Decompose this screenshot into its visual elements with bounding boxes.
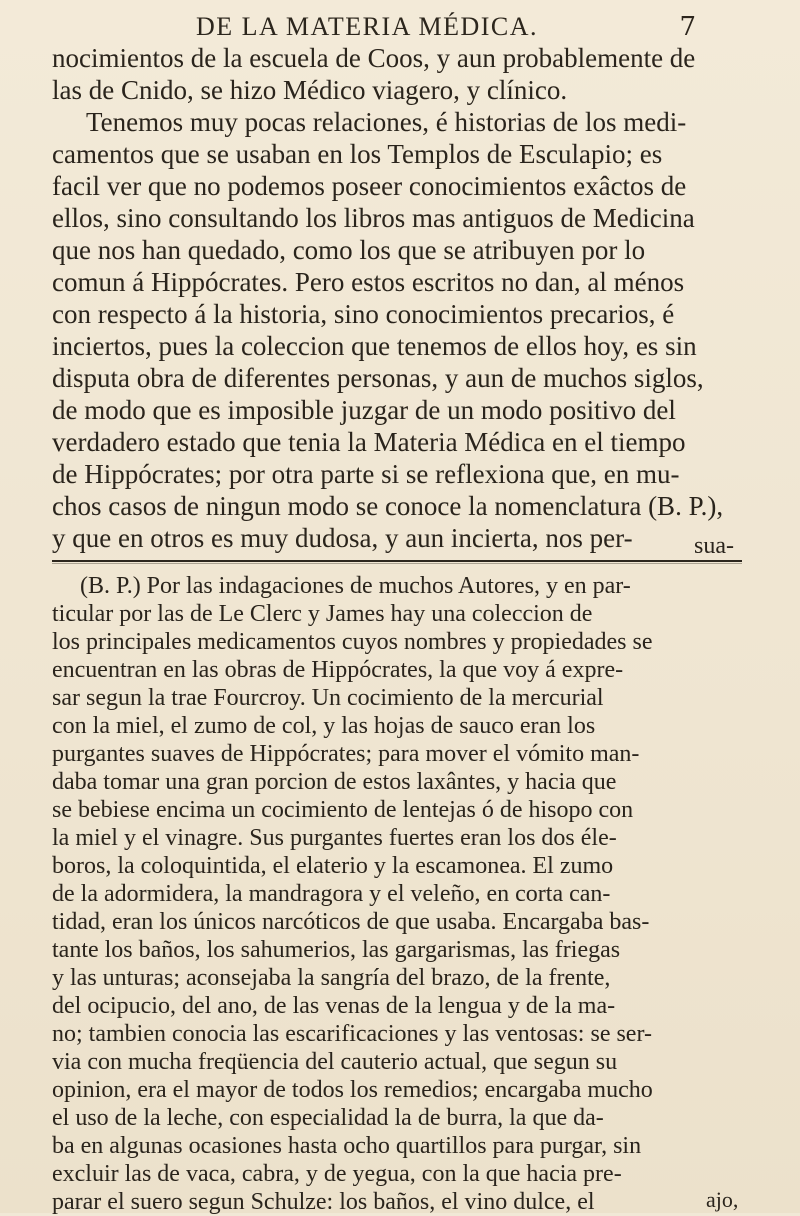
footnote-line: (B. P.) Por las indagaciones de muchos Autores, y en par- xyxy=(80,573,631,599)
body-line: de Hippócrates; por otra parte si se reflexiona que, en mu- xyxy=(52,459,680,489)
page-number: 7 xyxy=(679,12,696,42)
body-line: facil ver que no podemos poseer conocimientos exâctos de xyxy=(52,171,687,201)
footnote-line: opinion, era el mayor de todos los remedios; encargaba mucho xyxy=(52,1077,653,1103)
footnote-line: los principales medicamentos cuyos nombres y propiedades se xyxy=(52,629,653,655)
footnote-line: excluir las de vaca, cabra, y de yegua, con la que hacia pre- xyxy=(52,1161,622,1187)
footnote-line: con la miel, el zumo de col, y las hojas de sauco eran los xyxy=(52,713,596,739)
footnote-line: boros, la coloquintida, el elaterio y la escamonea. El zumo xyxy=(52,853,614,879)
footnote-rule xyxy=(52,560,742,562)
body-line: ellos, sino consultando los libros mas antiguos de Medicina xyxy=(52,203,695,233)
body-line: inciertos, pues la coleccion que tenemos de ellos hoy, es sin xyxy=(52,331,697,361)
body-line: que nos han quedado, como los que se atribuyen por lo xyxy=(52,235,646,265)
body-line: comun á Hippócrates. Pero estos escritos no dan, al ménos xyxy=(52,267,685,297)
footnote-line: la miel y el vinagre. Sus purgantes fuertes eran los dos éle- xyxy=(52,825,617,851)
footnote-line: daba tomar una gran porcion de estos laxântes, y hacia que xyxy=(52,769,617,795)
footnote-line: del ocipucio, del ano, de las venas de la lengua y de la ma- xyxy=(52,993,616,1019)
running-title: DE LA MATERIA MÉDICA. xyxy=(196,12,539,41)
footnote-line: se bebiese encima un cocimiento de lentejas ó de hisopo con xyxy=(52,797,634,823)
footnote-line: encuentran en las obras de Hippócrates, la que voy á expre- xyxy=(52,657,624,683)
footnote-line: el uso de la leche, con especialidad la de burra, la que da- xyxy=(52,1105,604,1131)
body-line: Tenemos muy pocas relaciones, é historias de los medi- xyxy=(86,107,687,137)
footnote-line: tidad, eran los únicos narcóticos de que usaba. Encargaba bas- xyxy=(52,909,650,935)
body-line: nocimientos de la escuela de Coos, y aun probablemente de xyxy=(52,43,696,73)
body-line: las de Cnido, se hizo Médico viagero, y clínico. xyxy=(52,75,568,105)
body-line: con respecto á la historia, sino conocimientos precarios, é xyxy=(52,299,675,329)
footnote-line: purgantes suaves de Hippócrates; para mover el vómito man- xyxy=(52,741,640,767)
footnote-line: parar el suero segun Schulze: los baños, el vino dulce, el xyxy=(52,1189,595,1215)
body-line: y que en otros es muy dudosa, y aun incierta, nos per- xyxy=(52,523,633,553)
footnote-line: sar segun la trae Fourcroy. Un cocimiento de la mercurial xyxy=(52,685,604,711)
running-head xyxy=(0,12,800,42)
catchword: sua- xyxy=(694,533,734,559)
footnote-line: ticular por las de Le Clerc y James hay una coleccion de xyxy=(52,601,593,627)
footnote-line: y las unturas; aconsejaba la sangría del brazo, de la frente, xyxy=(52,965,611,991)
body-line: de modo que es imposible juzgar de un modo positivo del xyxy=(52,395,676,425)
footnote-line: ba en algunas ocasiones hasta ocho quartillos para purgar, sin xyxy=(52,1133,642,1159)
catchword: ajo, xyxy=(706,1187,739,1212)
footnote-line: de la adormidera, la mandragora y el veleño, en corta can- xyxy=(52,881,611,907)
footnote-line: tante los baños, los sahumerios, las gargarismas, las friegas xyxy=(52,937,621,963)
footnote-line: via con mucha freqüencia del cauterio actual, que segun su xyxy=(52,1049,618,1075)
footnote-line: no; tambien conocia las escarificaciones y las ventosas: se ser- xyxy=(52,1021,652,1047)
body-line: verdadero estado que tenia la Materia Médica en el tiempo xyxy=(52,427,686,457)
body-line: camentos que se usaban en los Templos de Esculapio; es xyxy=(52,139,663,169)
body-line: disputa obra de diferentes personas, y aun de muchos siglos, xyxy=(52,363,704,393)
body-line: chos casos de ningun modo se conoce la nomenclatura (B. P.), xyxy=(52,491,724,521)
